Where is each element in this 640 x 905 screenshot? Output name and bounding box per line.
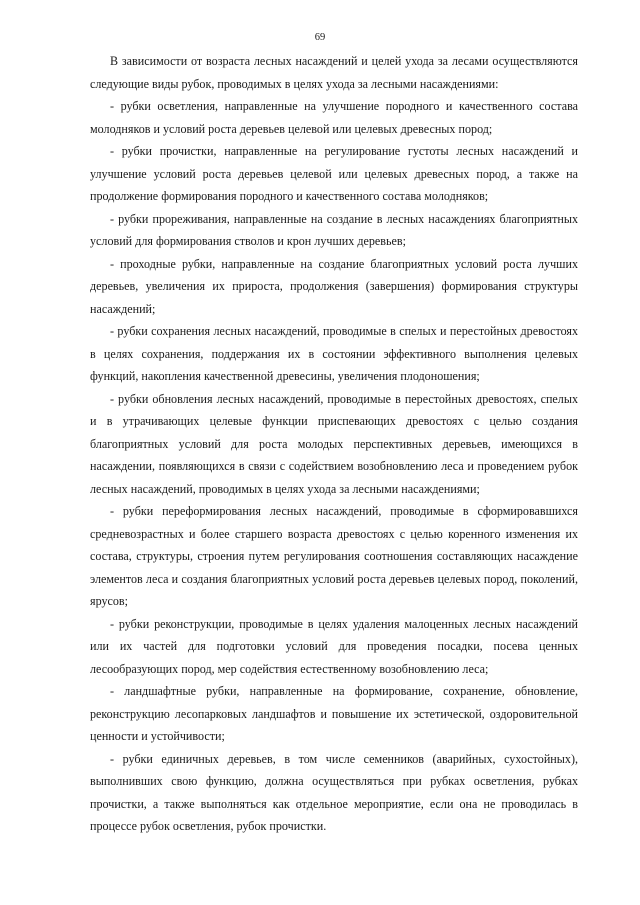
list-item-single-tree-cuttings: - рубки единичных деревьев, в том числе семенников (аварийных, сухостойных), выполнивших свою функцию, должна осуществляться при рубках осветления, рубках прочистки, а также выполняться как отдельное мероприятие, если она не проводилась в процессе рубок осветления, рубок прочистки.: [90, 751, 578, 833]
list-item-renewal-cuttings: - рубки обновления лесных насаждений, проводимые в перестойных древостоях, спелых и в утрачивающих целевые функции приспевающих древостоях с целью создания благоприятных условий для роста молодых перспективных деревьев, имеющихся в насаждении, появляющихся в связи с содействием возобновлению леса и проведением рубок лесных насаждений, проводимых в целях ухода за лесными насаждениями;: [90, 391, 578, 496]
list-item-passing-cuttings: - проходные рубки, направленные на создание благоприятных условий роста лучших деревьев, увеличения их прироста, продолжения (завершения) формирования структуры насаждений;: [90, 256, 578, 316]
page-number: 69: [314, 32, 326, 43]
list-item-thinning-cuttings: - рубки прореживания, направленные на создание в лесных насаждениях благоприятных условий для формирования стволов и крон лучших деревьев;: [90, 211, 578, 248]
intro-paragraph: В зависимости от возраста лесных насаждений и целей ухода за лесами осуществляются следующие виды рубок, проводимых в целях ухода за лесными насаждениями:: [90, 54, 578, 91]
list-item-reformation-cuttings: - рубки переформирования лесных насаждений, проводимые в сформировавшихся средневозрастных и более старшего возраста древостоях с целью коренного изменения их состава, структуры, строения путем регулирования соотношения составляющих насаждение элементов леса и создания благоприятных условий роста деревьев целевых пород, поколений, ярусов;: [90, 504, 578, 608]
list-item-reconstruction-cuttings: - рубки реконструкции, проводимые в целях удаления малоценных лесных насаждений или их частей для подготовки условий для проведения посадки, посева ценных лесообразующих пород, мер содействия естественному возобновлению леса;: [90, 616, 578, 676]
body-text: [90, 50, 578, 838]
list-item-landscape-cuttings: - ландшафтные рубки, направленные на формирование, сохранение, обновление, реконструкцию лесопарковых ландшафтов и повышение их эстетической, оздоровительной ценности и устойчивости;: [90, 684, 578, 743]
list-item-cleaning-cuttings: - рубки прочистки, направленные на регулирование густоты лесных насаждений и улучшение условий роста деревьев целевой или целевых древесных пород, а также на продолжение формирования породного и качественного состава молодняков;: [90, 144, 578, 203]
list-item-preservation-cuttings: - рубки сохранения лесных насаждений, проводимые в спелых и перестойных древостоях в целях сохранения, поддержания их в состоянии эффективного выполнения целевых функций, накопления качественной древесины, увеличения плодоношения;: [90, 324, 578, 383]
list-item-clearing-cuttings: - рубки осветления, направленные на улучшение породного и качественного состава молодняков и условий роста деревьев целевой или целевых древесных пород;: [90, 99, 578, 136]
